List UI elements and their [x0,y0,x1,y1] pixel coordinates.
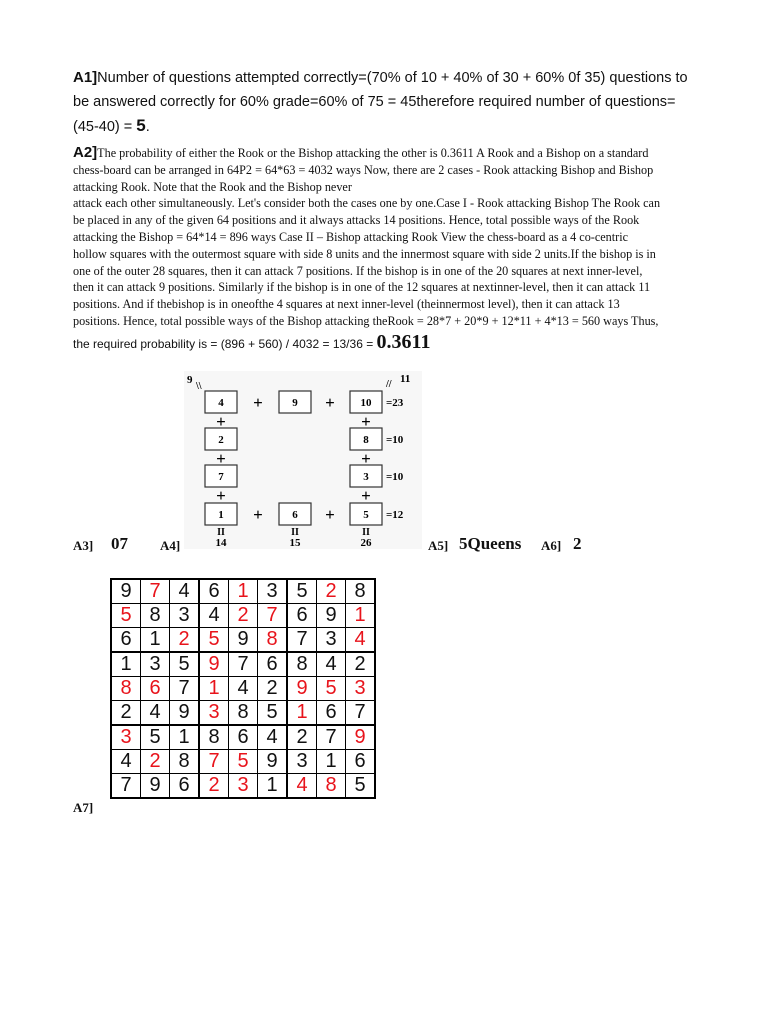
answer-2-line: The probability of either the Rook or the Bishop attacking the other is 0.3611 A Rook and a Bishop on a standard [97,146,649,160]
sudoku-cell: 8 [111,677,141,701]
corner-label-tl: 9 [187,374,193,386]
sudoku-cell: 3 [141,652,170,677]
answer-1-text: Number of questions attempted correctly=(70% of 10 + 40% of 30 + 60% 0f 35) questions to be answered correctly for 60% grade=60% of 75 = 45therefore required number of questions= (45-40) = [73,70,688,135]
cell-value: 6 [292,509,298,521]
corner-label-tr: 11 [400,373,411,385]
sudoku-row [111,725,375,750]
sudoku-cell: 2 [199,774,229,799]
answer-2 [73,145,698,353]
vertical-equals: II [217,527,225,538]
sudoku-cell: 2 [317,579,346,604]
sudoku-cell: 6 [258,652,288,677]
sudoku-cell: 3 [346,677,376,701]
cell-value: 7 [218,471,224,483]
sudoku-row [111,774,375,799]
sudoku-cell: 2 [287,725,317,750]
sudoku-cell: 9 [258,750,288,774]
plus-sign: + [361,486,371,505]
sudoku-cell: 1 [170,725,200,750]
sudoku-cell: 2 [111,701,141,726]
plus-sign: + [361,412,371,431]
sudoku-cell: 3 [170,604,200,628]
answer-2-line: attack each other simultaneously. Let's consider both the cases one by one.Case I - Rook attacking Bishop The Rook can [73,196,661,211]
sudoku-cell: 5 [199,628,229,653]
sudoku-cell: 9 [170,701,200,726]
answer-2-line: hollow squares with the outermost square with side 8 units and the innermost square with side 2 units.If the bishop is in [73,246,656,261]
answer-2-line: one of the outer 28 squares, then it can attack 7 positions. If the bishop is in one of the 20 squares at next inner-level, [73,263,643,278]
sudoku-cell: 8 [229,701,258,726]
sudoku-cell: 7 [287,628,317,653]
row-sum: =12 [386,509,404,521]
sudoku-cell: 2 [229,604,258,628]
sudoku-cell: 7 [258,604,288,628]
sudoku-cell: 8 [346,579,376,604]
cell-value: 2 [218,434,224,446]
answer-4-label: A4] [160,538,181,553]
sudoku-cell: 8 [170,750,200,774]
sudoku-cell: 1 [258,774,288,799]
cell-value: 8 [363,434,369,446]
sudoku-cell: 2 [346,652,376,677]
sudoku-cell: 9 [199,652,229,677]
answer-1-tail: . [145,119,150,135]
sudoku-grid [110,578,376,799]
column-sum: 26 [360,537,372,549]
sudoku-cell: 4 [317,652,346,677]
answer-5-label: A5] [428,538,449,553]
answer-2-label: A2] [73,144,98,161]
sudoku-cell: 1 [111,652,141,677]
sudoku-row [111,628,375,653]
answer-1-label: A1] [73,69,98,86]
answer-2-line: chess-board can be arranged in 64P2 = 64*63 = 4032 ways Now, there are 2 cases - Rook attacking Bishop and Bishop [73,162,654,177]
vertical-equals: II [362,527,370,538]
sudoku-cell: 6 [170,774,200,799]
sudoku-cell: 1 [287,701,317,726]
plus-sign: + [216,486,226,505]
sudoku-row [111,579,375,604]
sudoku-cell: 5 [229,750,258,774]
answer-7-label: A7] [73,800,94,815]
answer-3-label: A3] [73,538,94,553]
sudoku-cell: 5 [287,579,317,604]
cell-value: 1 [218,509,224,521]
sudoku-cell: 3 [229,774,258,799]
sudoku-cell: 1 [346,604,376,628]
answer-2-line: be placed in any of the given 64 positions and it always attacks 14 positions. Hence, total possible ways of the Rook [73,213,640,228]
answer-2-line: then it can attack 9 positions. Similarly if the bishop is in one of the 12 squares at nextinner-level, then it can attack 11 [73,280,651,295]
sudoku-cell: 6 [317,701,346,726]
cell-value: 10 [360,397,372,409]
plus-sign: + [361,449,371,468]
sudoku-cell: 5 [111,604,141,628]
column-sum: 15 [289,537,301,549]
sudoku-cell: 6 [141,677,170,701]
row-sum: =10 [386,471,404,483]
sudoku-cell: 5 [141,725,170,750]
row-sum: =23 [386,397,404,409]
sudoku-cell: 4 [258,725,288,750]
sudoku-cell: 6 [199,579,229,604]
plus-sign: + [253,505,263,524]
sudoku-cell: 7 [141,579,170,604]
vertical-equals: II [291,527,299,538]
answer-6-value: 2 [573,534,582,553]
plus-sign: + [216,412,226,431]
sudoku-row [111,604,375,628]
sudoku-cell: 7 [346,701,376,726]
column-sum: 14 [215,537,227,549]
sudoku-cell: 9 [141,774,170,799]
sudoku-cell: 1 [199,677,229,701]
sudoku-row [111,701,375,726]
sudoku-cell: 6 [287,604,317,628]
sudoku-cell: 2 [258,677,288,701]
sudoku-cell: 9 [111,579,141,604]
sudoku-cell: 9 [229,628,258,653]
sudoku-cell: 7 [317,725,346,750]
sudoku-cell: 4 [346,628,376,653]
sudoku-cell: 7 [170,677,200,701]
cell-value: 4 [218,397,224,409]
sudoku-cell: 7 [199,750,229,774]
sudoku-cell: 7 [111,774,141,799]
row-sum: =10 [386,434,404,446]
answer-3-value: 07 [111,534,128,553]
answer-1-value: 5 [136,116,146,135]
cell-value: 3 [363,471,369,483]
sudoku-cell: 8 [199,725,229,750]
sudoku-cell: 4 [287,774,317,799]
answer-2-line: attacking the Bishop = 64*14 = 896 ways Case II – Bishop attacking Rook View the chess-board as a 4 co-centric [73,229,629,244]
answer-2-final-text: the required probability is = (896 + 560) / 4032 = 13/36 = [73,336,377,351]
sudoku-cell: 3 [287,750,317,774]
answer-6-label: A6] [541,538,562,553]
sudoku-cell: 9 [346,725,376,750]
sudoku-cell: 4 [170,579,200,604]
sudoku-cell: 7 [229,652,258,677]
sudoku-cell: 3 [258,579,288,604]
cell-value: 9 [292,397,298,409]
sudoku-cell: 2 [170,628,200,653]
plus-sign: + [216,449,226,468]
sudoku-cell: 6 [229,725,258,750]
sudoku-cell: 8 [141,604,170,628]
answer-2-line: attacking Rook. Note that the Rook and the Bishop never [73,179,352,194]
sudoku-cell: 4 [199,604,229,628]
sudoku-cell: 1 [317,750,346,774]
answer-2-line: positions. And if thebishop is in oneofthe 4 squares at next inner-level (theinnermost level), then it can attack 13 [73,297,620,312]
answer-2-line: positions. Hence, total possible ways of the Bishop attacking theRook = 28*7 + 20*9 + 12*11 + 4*13 = 560 ways Thus, [73,313,659,328]
sudoku-cell: 3 [199,701,229,726]
sudoku-cell: 4 [141,701,170,726]
answer-1 [73,66,703,139]
sudoku-cell: 1 [229,579,258,604]
sudoku-cell: 5 [346,774,376,799]
sudoku-cell: 1 [141,628,170,653]
corner-slash-tr: // [386,379,392,390]
plus-sign: + [253,393,263,412]
sudoku-cell: 6 [346,750,376,774]
sudoku-cell: 2 [141,750,170,774]
sudoku-cell: 5 [258,701,288,726]
sudoku-cell: 5 [170,652,200,677]
sudoku-cell: 9 [287,677,317,701]
sudoku-row [111,750,375,774]
answer-2-final-value: 0.3611 [376,330,431,353]
sudoku-cell: 8 [287,652,317,677]
corner-slash-tl: \\ [196,381,202,392]
answer-5-value: 5Queens [459,534,522,553]
sudoku-row [111,652,375,677]
sudoku-cell: 3 [317,628,346,653]
answer-2-final [73,330,698,353]
plus-sign: + [325,393,335,412]
sudoku-cell: 8 [317,774,346,799]
sudoku-cell: 4 [229,677,258,701]
magic-square-diagram [184,371,422,549]
plus-sign: + [325,505,335,524]
sudoku-cell: 8 [258,628,288,653]
sudoku-cell: 6 [111,628,141,653]
cell-value: 5 [363,509,369,521]
sudoku-cell: 9 [317,604,346,628]
sudoku-cell: 5 [317,677,346,701]
sudoku-row [111,677,375,701]
sudoku-cell: 4 [111,750,141,774]
sudoku-cell: 3 [111,725,141,750]
